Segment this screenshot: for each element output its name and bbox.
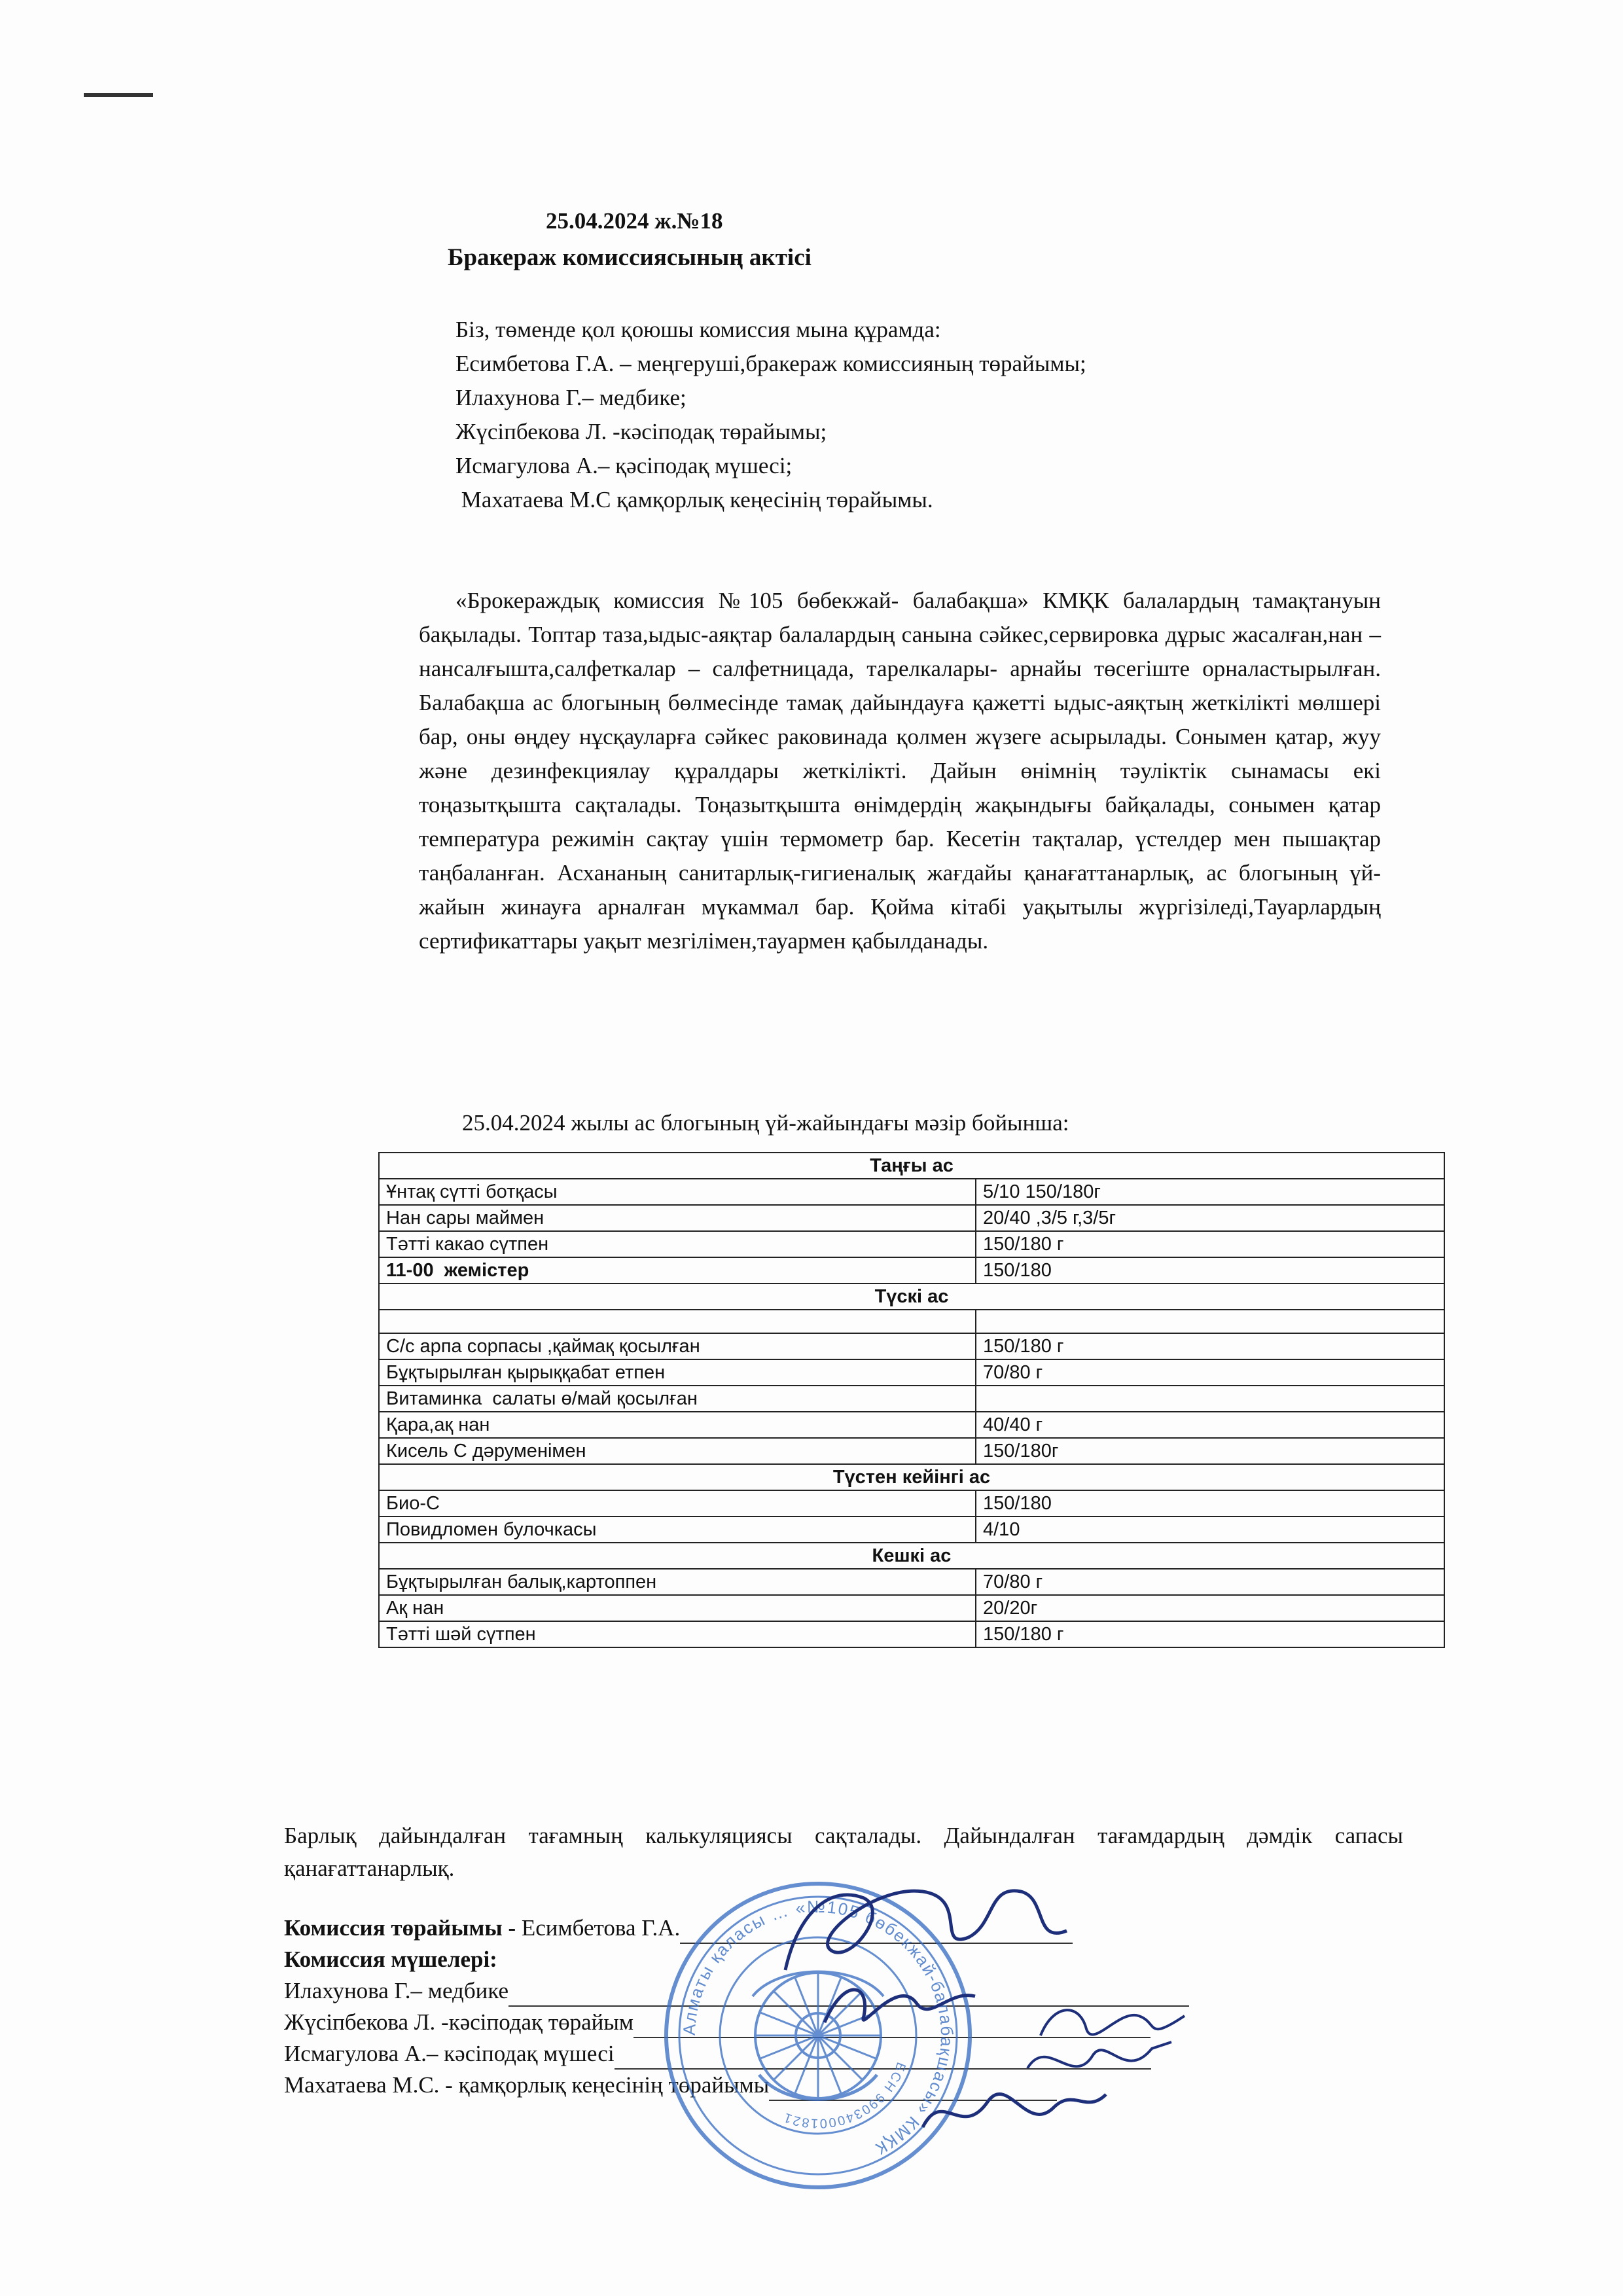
table-row xyxy=(379,1231,1444,1257)
dish-portion: 40/40 г xyxy=(976,1412,1444,1438)
composition-member: Есимбетова Г.А. – меңгеруші,бракераж комиссияның төрайымы; xyxy=(455,351,1086,376)
dish-portion: 70/80 г xyxy=(976,1569,1444,1595)
dish-portion: 20/40 ,3/5 г,3/5г xyxy=(976,1205,1444,1231)
dish-portion xyxy=(976,1386,1444,1412)
dish-name: Тәтті какао сүтпен xyxy=(379,1231,976,1257)
dish-portion: 150/180г xyxy=(976,1438,1444,1464)
dish-portion: 5/10 150/180г xyxy=(976,1179,1444,1205)
table-row xyxy=(379,1333,1444,1359)
dish-portion: 4/10 xyxy=(976,1516,1444,1543)
dish-portion: 70/80 г xyxy=(976,1359,1444,1386)
table-row xyxy=(379,1516,1444,1543)
table-row xyxy=(379,1257,1444,1283)
inspection-text: «Брокераждық комиссия №105 бөбекжай- балабақша» КМҚК балалардың тамақтануын бақылады. Топтар таза,ыдыс-аяқтар балалардың санына сәйкес,сервировка дұрыс жасалған,нан –нансалғышта,салфеткалар – салфетницада, тарелкалары- арнайы төсегіште орналастырылған. Балабақша ас блогының бөлмесінде тамақ дайындауға қажетті ыдыс-аяқтың жеткілікті мөлшері бар, оны өңдеу нұсқауларға сәйкес раковинада қолмен жүзеге асырылады. Сонымен қатар, жуу және дезинфекциялау құралдары жеткілікті. Дайын өнімнің тәуліктік сынамасы екі тоңазытқышта сақталады. Тоңазытқышта өнімдердің жақындығы байқалады, сонымен қатар температура режимін сақтау үшін термометр бар. Кесетін тақталар, үстелдер мен пышақтар таңбаланған. Асхананың санитарлық-гигиеналық жағдайы қанағаттанарлық, ас блогының үй-жайын жинауға арналған мүкаммал бар. Қойма кітабі уақытылы жүргізіледі,Тауарлардың сертификаттары уақыт мезгілімен,тауармен қабылданады. xyxy=(419,588,1381,954)
member-signer: Жүсіпбекова Л. -кәсіподақ төрайым xyxy=(284,2009,634,2035)
member-signature xyxy=(916,2075,1113,2147)
dish-name: Био-С xyxy=(379,1490,976,1516)
table-row xyxy=(379,1490,1444,1516)
table-row xyxy=(379,1438,1444,1464)
dish-portion: 150/180 г xyxy=(976,1333,1444,1359)
table-row xyxy=(379,1412,1444,1438)
table-row xyxy=(379,1569,1444,1595)
member-signer: Илахунова Г.– медбике xyxy=(284,1978,509,2003)
section-breakfast: Таңғы ас xyxy=(379,1153,1444,1179)
dish-name: Витаминка салаты ө/май қосылған xyxy=(379,1386,976,1412)
composition-member: Жүсіпбекова Л. -кәсіподақ төрайымы; xyxy=(455,419,827,444)
dish-name: Нан сары маймен xyxy=(379,1205,976,1231)
dish-name: Ақ нан xyxy=(379,1595,976,1621)
act-title: Бракераж комиссиясының актісі xyxy=(448,244,812,271)
dish-portion: 150/180 xyxy=(976,1257,1444,1283)
commission-composition xyxy=(455,313,1086,517)
dish-name: Бұқтырылған балық,картоппен xyxy=(379,1569,976,1595)
menu-table xyxy=(378,1152,1445,1648)
dish-name: Тәтті шәй сүтпен xyxy=(379,1621,976,1647)
table-row xyxy=(379,1386,1444,1412)
table-row-empty xyxy=(379,1310,1444,1333)
dish-name: 11-00 жемістер xyxy=(379,1257,976,1283)
section-dinner: Кешкі ас xyxy=(379,1543,1444,1569)
table-row xyxy=(379,1621,1444,1647)
stamp-bin: БСН 990340001821 xyxy=(781,2060,908,2131)
section-snack: Түстен кейінгі ас xyxy=(379,1464,1444,1490)
act-date-number: 25.04.2024 ж.№18 xyxy=(546,208,723,234)
member-signer: Махатаева М.С. - қамқорлық кеңесінің төрайымы xyxy=(284,2072,770,2098)
dish-name: Қара,ақ нан xyxy=(379,1412,976,1438)
dish-portion: 150/180 xyxy=(976,1490,1444,1516)
chair-label: Комиссия төрайымы - xyxy=(284,1915,522,1941)
table-row xyxy=(379,1205,1444,1231)
table-row xyxy=(379,1595,1444,1621)
summary-text: Барлық дайындалған тағамның калькуляциясы сақталады. Дайындалған тағамдардың дәмдік сапасы қанағаттанарлық. xyxy=(284,1823,1403,1881)
corner-mark xyxy=(84,93,153,97)
menu-heading: 25.04.2024 жылы ас блогының үй-жайындағы мәзір бойынша: xyxy=(462,1110,1069,1136)
table-row xyxy=(379,1359,1444,1386)
dish-name: С/с арпа сорпасы ,қаймақ қосылған xyxy=(379,1333,976,1359)
member-signature xyxy=(818,1964,988,2042)
dish-name: Повидломен булочкасы xyxy=(379,1516,976,1543)
table-row xyxy=(379,1179,1444,1205)
composition-member: Исмагулова А.– қәсіподақ мүшесі; xyxy=(455,453,793,478)
dish-portion: 150/180 г xyxy=(976,1621,1444,1647)
section-lunch: Түскі ас xyxy=(379,1283,1444,1310)
dish-portion: 150/180 г xyxy=(976,1231,1444,1257)
composition-member: Махатаева М.С қамқорлық кеңесінің төрайымы. xyxy=(455,487,933,512)
dish-name: Бұқтырылған қырыққабат етпен xyxy=(379,1359,976,1386)
composition-member: Илахунова Г.– медбике; xyxy=(455,385,687,410)
dish-portion: 20/20г xyxy=(976,1595,1444,1621)
stamp-text: Алматы қаласы … «№105 бөбекжай-балабақшасы» КМҚК xyxy=(679,1896,957,2160)
member-signer: Исмагулова А.– кәсіподақ мүшесі xyxy=(284,2041,615,2066)
chair-name: Есимбетова Г.А. xyxy=(521,1915,681,1941)
dish-name: Кисель С дәруменімен xyxy=(379,1438,976,1464)
composition-intro: Біз, төменде қол қоюшы комиссия мына құрамда: xyxy=(455,317,941,342)
members-label: Комиссия мүшелері: xyxy=(284,1946,497,1972)
dish-name: Ұнтақ сүтті ботқасы xyxy=(379,1179,976,1205)
